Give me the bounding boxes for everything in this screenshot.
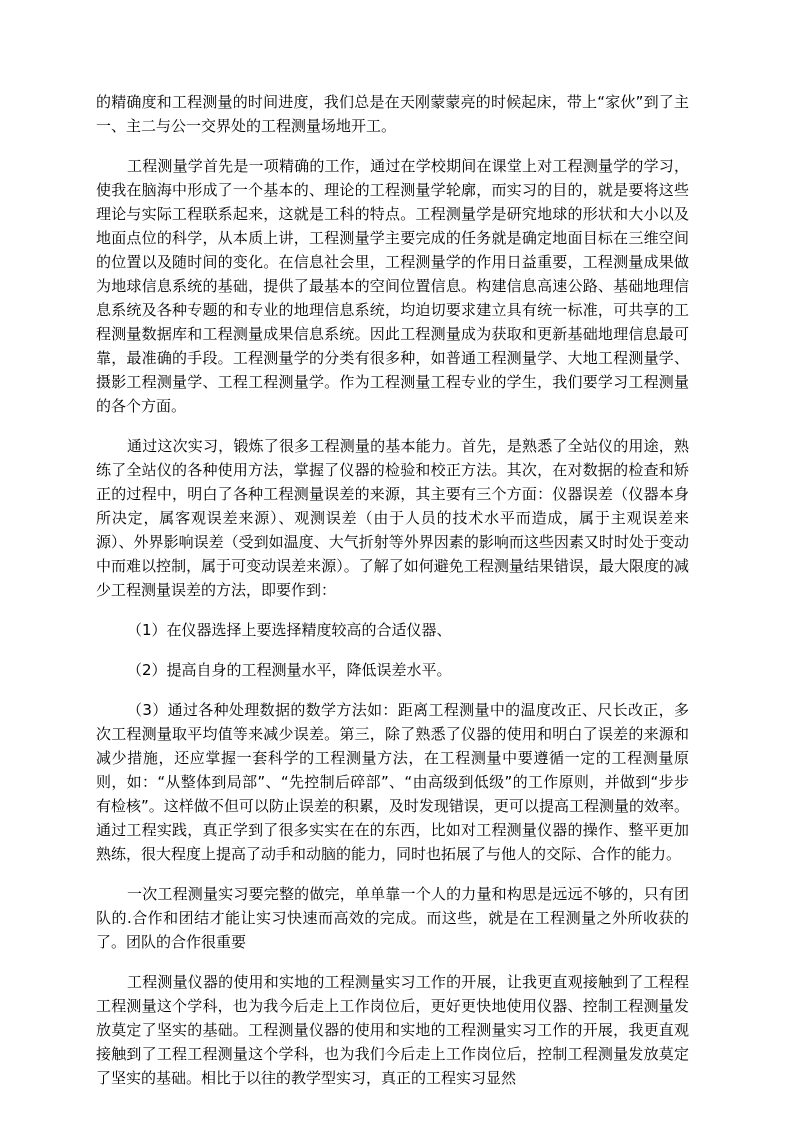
document-page bbox=[96, 90, 689, 1106]
list-item-2: （2）提高自身的工程测量水平，降低误差水平。 bbox=[127, 661, 452, 679]
paragraph-skills-gained: 通过这次实习，锻炼了很多工程测量的基本能力。首先，是熟悉了全站仪的用途，熟练了全站仪的各种使用方法，掌握了仪器的检验和校正方法。其次，在对数据的检查和矫正的过程中，明白了各种工程测量误差的来源，其主要有三个方面：仪器误差（仪器本身所决定，属客观误差来源）、观测误差（由于人员的技术水平而造成，属于主观误差来源）、外界影响误差（受到如温度、大气折射等外界因素的影响而这些因素又时时处于变动中而难以控制，属于可变动误差来源）。了解了如何避免工程测量结果错误，最大限度的减少工程测量误差的方法，即要作到： bbox=[96, 437, 689, 599]
paragraph-instrument-usage: 工程测量仪器的使用和实地的工程测量实习工作的开展，让我更直观接触到了工程程工程测量这个学科，也为我今后走上工作岗位后，更好更快地使用仪器、控制工程测量发放莫定了坚实的基础。工程测量仪器的使用和实地的工程测量实习工作的开展，我更直观接触到了工程工程测量这个学科，也为我们今后走上工作岗位后，控制工程测量发放莫定了坚实的基础。相比于以往的教学型实习，真正的工程实习显然 bbox=[96, 973, 689, 1087]
list-item-3-paragraph: （3）通过各种处理数据的数学方法如：距离工程测量中的温度改正、尺长改正，多次工程测量取平均值等来减少误差。第三，除了熟悉了仪器的使用和明白了误差的来源和减少措施，还应掌握一套科学的工程测量方法，在工程测量中要遵循一定的工程测量原则，如：“从整体到局部”、“先控制后碎部”、“由高级到低级”的工作原则，并做到“步步有检核”。这样做不但可以防止误差的积累，及时发现错误，更可以提高工程测量的效率。通过工程实践，真正学到了很多实实在在的东西，比如对工程测量仪器的操作、整平更加熟练，很大程度上提高了动手和动脑的能力，同时也拓展了与他人的交际、合作的能力。 bbox=[96, 701, 689, 863]
list-item-1: （1）在仪器选择上要选择精度较高的合适仪器、 bbox=[127, 621, 452, 639]
paragraph-surveying-intro: 工程测量学首先是一项精确的工作，通过在学校期间在课堂上对工程测量学的学习，使我在脑海中形成了一个基本的、理论的工程测量学轮廓，而实习的目的，就是要将这些理论与实际工程联系起来，这就是工科的特点。工程测量学是研究地球的形状和大小以及地面点位的科学，从本质上讲，工程测量学主要完成的任务就是确定地面目标在三维空间的位置以及随时间的变化。在信息社会里，工程测量学的作用日益重要，工程测量成果做为地球信息系统的基础，提供了最基本的空间位置信息。构建信息高速公路、基础地理信息系统及各种专题的和专业的地理信息系统，均迫切要求建立具有统一标准，可共享的工程测量数据库和工程测量成果信息系统。因此工程测量成为获取和更新基础地理信息最可靠，最准确的手段。工程测量学的分类有很多种，如普通工程测量学、大地工程测量学、摄影工程测量学、工程工程测量学。作为工程测量工程专业的学生，我们要学习工程测量的各个方面。 bbox=[96, 157, 689, 415]
paragraph-continuation: 的精确度和工程测量的时间进度，我们总是在天刚蒙蒙亮的时候起床，带上“家伙”到了主一、主二与公一交界处的工程测量场地开工。 bbox=[96, 93, 689, 135]
paragraph-teamwork: 一次工程测量实习要完整的做完，单单靠一个人的力量和构思是远远不够的，只有团队的.合作和团结才能让实习快速而高效的完成。而这些，就是在工程测量之外所收获的了。团队的合作很重要 bbox=[96, 885, 689, 951]
